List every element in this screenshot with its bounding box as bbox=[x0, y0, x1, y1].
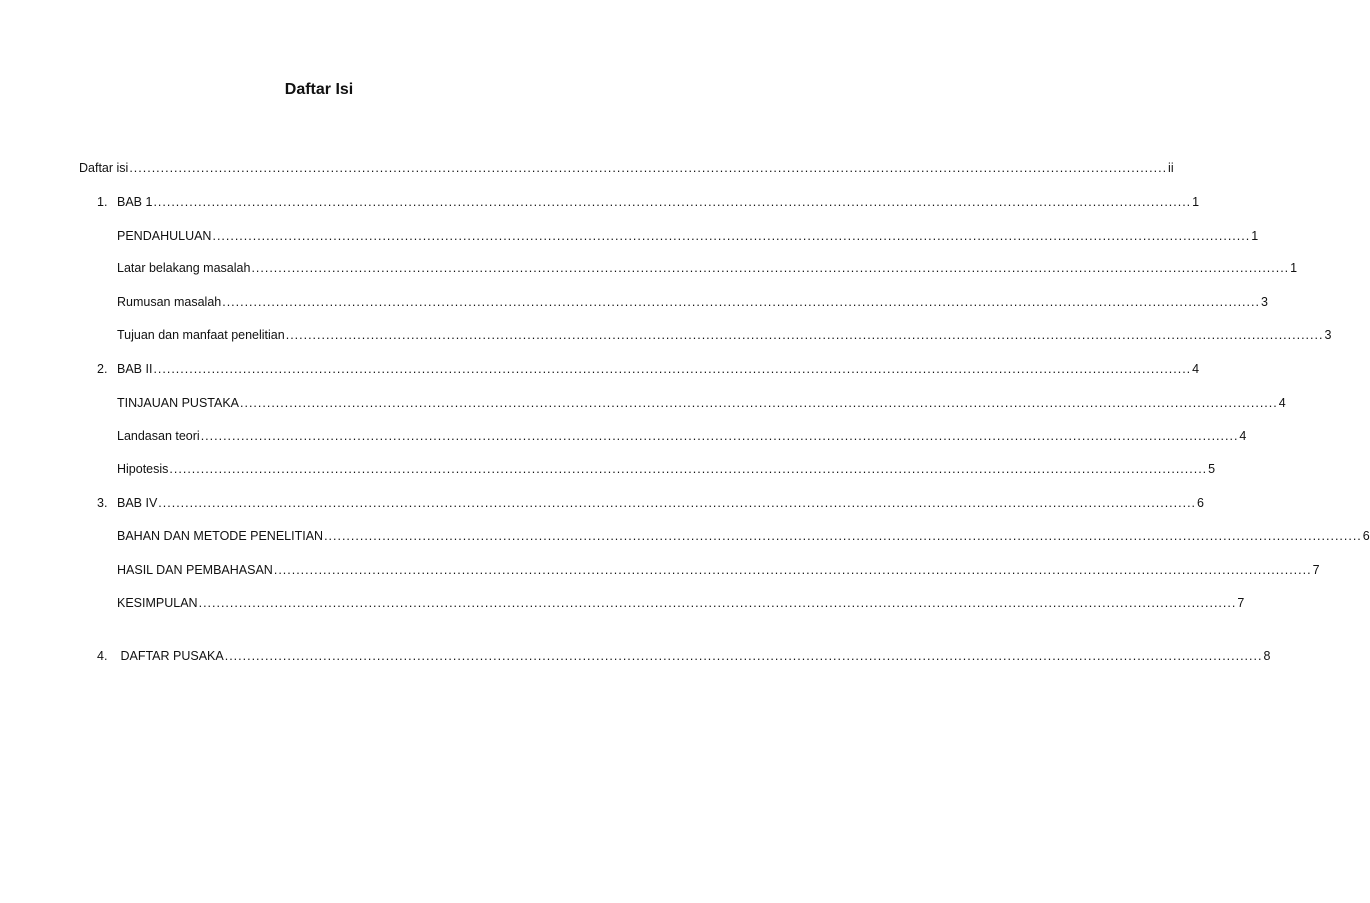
toc-dot-leader: ........................................................................................................................................................................................................................................ bbox=[324, 529, 1362, 543]
toc-dot-leader: ........................................................................................................................................................................................................................................ bbox=[212, 229, 1251, 243]
toc-entry-page: 7 bbox=[1312, 563, 1320, 577]
toc-entry-number: 2. bbox=[97, 362, 108, 376]
toc-entry-label: BAHAN DAN METODE PENELITIAN bbox=[117, 529, 324, 543]
toc-entry-label: Rumusan masalah bbox=[117, 295, 222, 309]
toc-dot-leader: ........................................................................................................................................................................................................................................ bbox=[169, 462, 1208, 476]
toc-entry-label: BAB IV bbox=[117, 496, 158, 510]
toc-entry-page: 4 bbox=[1278, 396, 1286, 410]
toc-entry-page: ii bbox=[1168, 161, 1174, 175]
toc-entry bbox=[117, 259, 1298, 277]
toc-entry-page: 1 bbox=[1290, 261, 1298, 275]
toc-entry-number: 4. bbox=[97, 649, 108, 663]
toc-entry-page: 7 bbox=[1237, 596, 1245, 610]
toc-dot-leader: ........................................................................................................................................................................................................................................ bbox=[273, 563, 1312, 577]
toc-entry bbox=[117, 561, 1320, 579]
toc-entry-label: Landasan teori bbox=[117, 429, 200, 443]
toc-entry-label: HASIL DAN PEMBAHASAN bbox=[117, 563, 273, 577]
toc-entry bbox=[97, 494, 1204, 512]
toc-entry bbox=[97, 360, 1200, 378]
toc-entry-label: PENDAHULUAN bbox=[117, 229, 212, 243]
toc-dot-leader: ........................................................................................................................................................................................................................................ bbox=[285, 328, 1324, 342]
toc-entry bbox=[97, 193, 1200, 211]
toc-entry-label: Latar belakang masalah bbox=[117, 261, 251, 275]
toc-dot-leader: ........................................................................................................................................................................................................................................ bbox=[153, 195, 1192, 209]
toc-entry-page: 4 bbox=[1239, 429, 1247, 443]
toc-dot-leader: ........................................................................................................................................................................................................................................ bbox=[240, 396, 1278, 410]
toc-entry-label: BAB 1 bbox=[117, 195, 153, 209]
toc-entry-label: Tujuan dan manfaat penelitian bbox=[117, 328, 285, 342]
toc-entry-page: 3 bbox=[1260, 295, 1268, 309]
toc-dot-leader: ........................................................................................................................................................................................................................................ bbox=[153, 362, 1192, 376]
toc-entry bbox=[117, 227, 1259, 245]
toc-dot-leader: ........................................................................................................................................................................................................................................ bbox=[222, 295, 1260, 309]
toc-entry bbox=[117, 326, 1332, 344]
toc-entry-label: BAB II bbox=[117, 362, 153, 376]
toc-dot-leader: ........................................................................................................................................................................................................................................ bbox=[224, 649, 1263, 663]
toc-entry-number: 3. bbox=[97, 496, 108, 510]
toc-dot-leader: ........................................................................................................................................................................................................................................ bbox=[251, 261, 1290, 275]
toc-entry-page: 4 bbox=[1192, 362, 1200, 376]
toc-entry bbox=[117, 394, 1286, 412]
toc-entry bbox=[117, 460, 1216, 478]
toc-entry bbox=[117, 293, 1268, 311]
toc-entry bbox=[117, 594, 1245, 612]
toc-entry-label: Hipotesis bbox=[117, 462, 169, 476]
toc-dot-leader: ........................................................................................................................................................................................................................................ bbox=[158, 496, 1197, 510]
toc-entry-label: Daftar isi bbox=[79, 161, 129, 175]
toc-entry bbox=[97, 647, 1271, 665]
toc-entry-page: 8 bbox=[1263, 649, 1271, 663]
toc-entry-page: 3 bbox=[1324, 328, 1332, 342]
toc-entry bbox=[79, 159, 1174, 177]
toc-dot-leader: ........................................................................................................................................................................................................................................ bbox=[198, 596, 1237, 610]
toc-entry-page: 1 bbox=[1251, 229, 1259, 243]
page-title: Daftar Isi bbox=[284, 81, 354, 98]
toc-entry bbox=[117, 427, 1247, 445]
toc-entry-page: 5 bbox=[1208, 462, 1216, 476]
toc-entry-label: DAFTAR PUSAKA bbox=[117, 649, 224, 663]
toc-entry-page: 1 bbox=[1192, 195, 1200, 209]
toc-entry-number: 1. bbox=[97, 195, 108, 209]
toc-dot-leader: ........................................................................................................................................................................................................................................ bbox=[129, 161, 1168, 175]
toc-entry-page: 6 bbox=[1362, 529, 1370, 543]
toc-dot-leader: ........................................................................................................................................................................................................................................ bbox=[200, 429, 1239, 443]
toc-entry-label: TINJAUAN PUSTAKA bbox=[117, 396, 240, 410]
toc-entry-label: KESIMPULAN bbox=[117, 596, 198, 610]
toc-entry-page: 6 bbox=[1197, 496, 1204, 510]
toc-entry bbox=[117, 527, 1370, 545]
